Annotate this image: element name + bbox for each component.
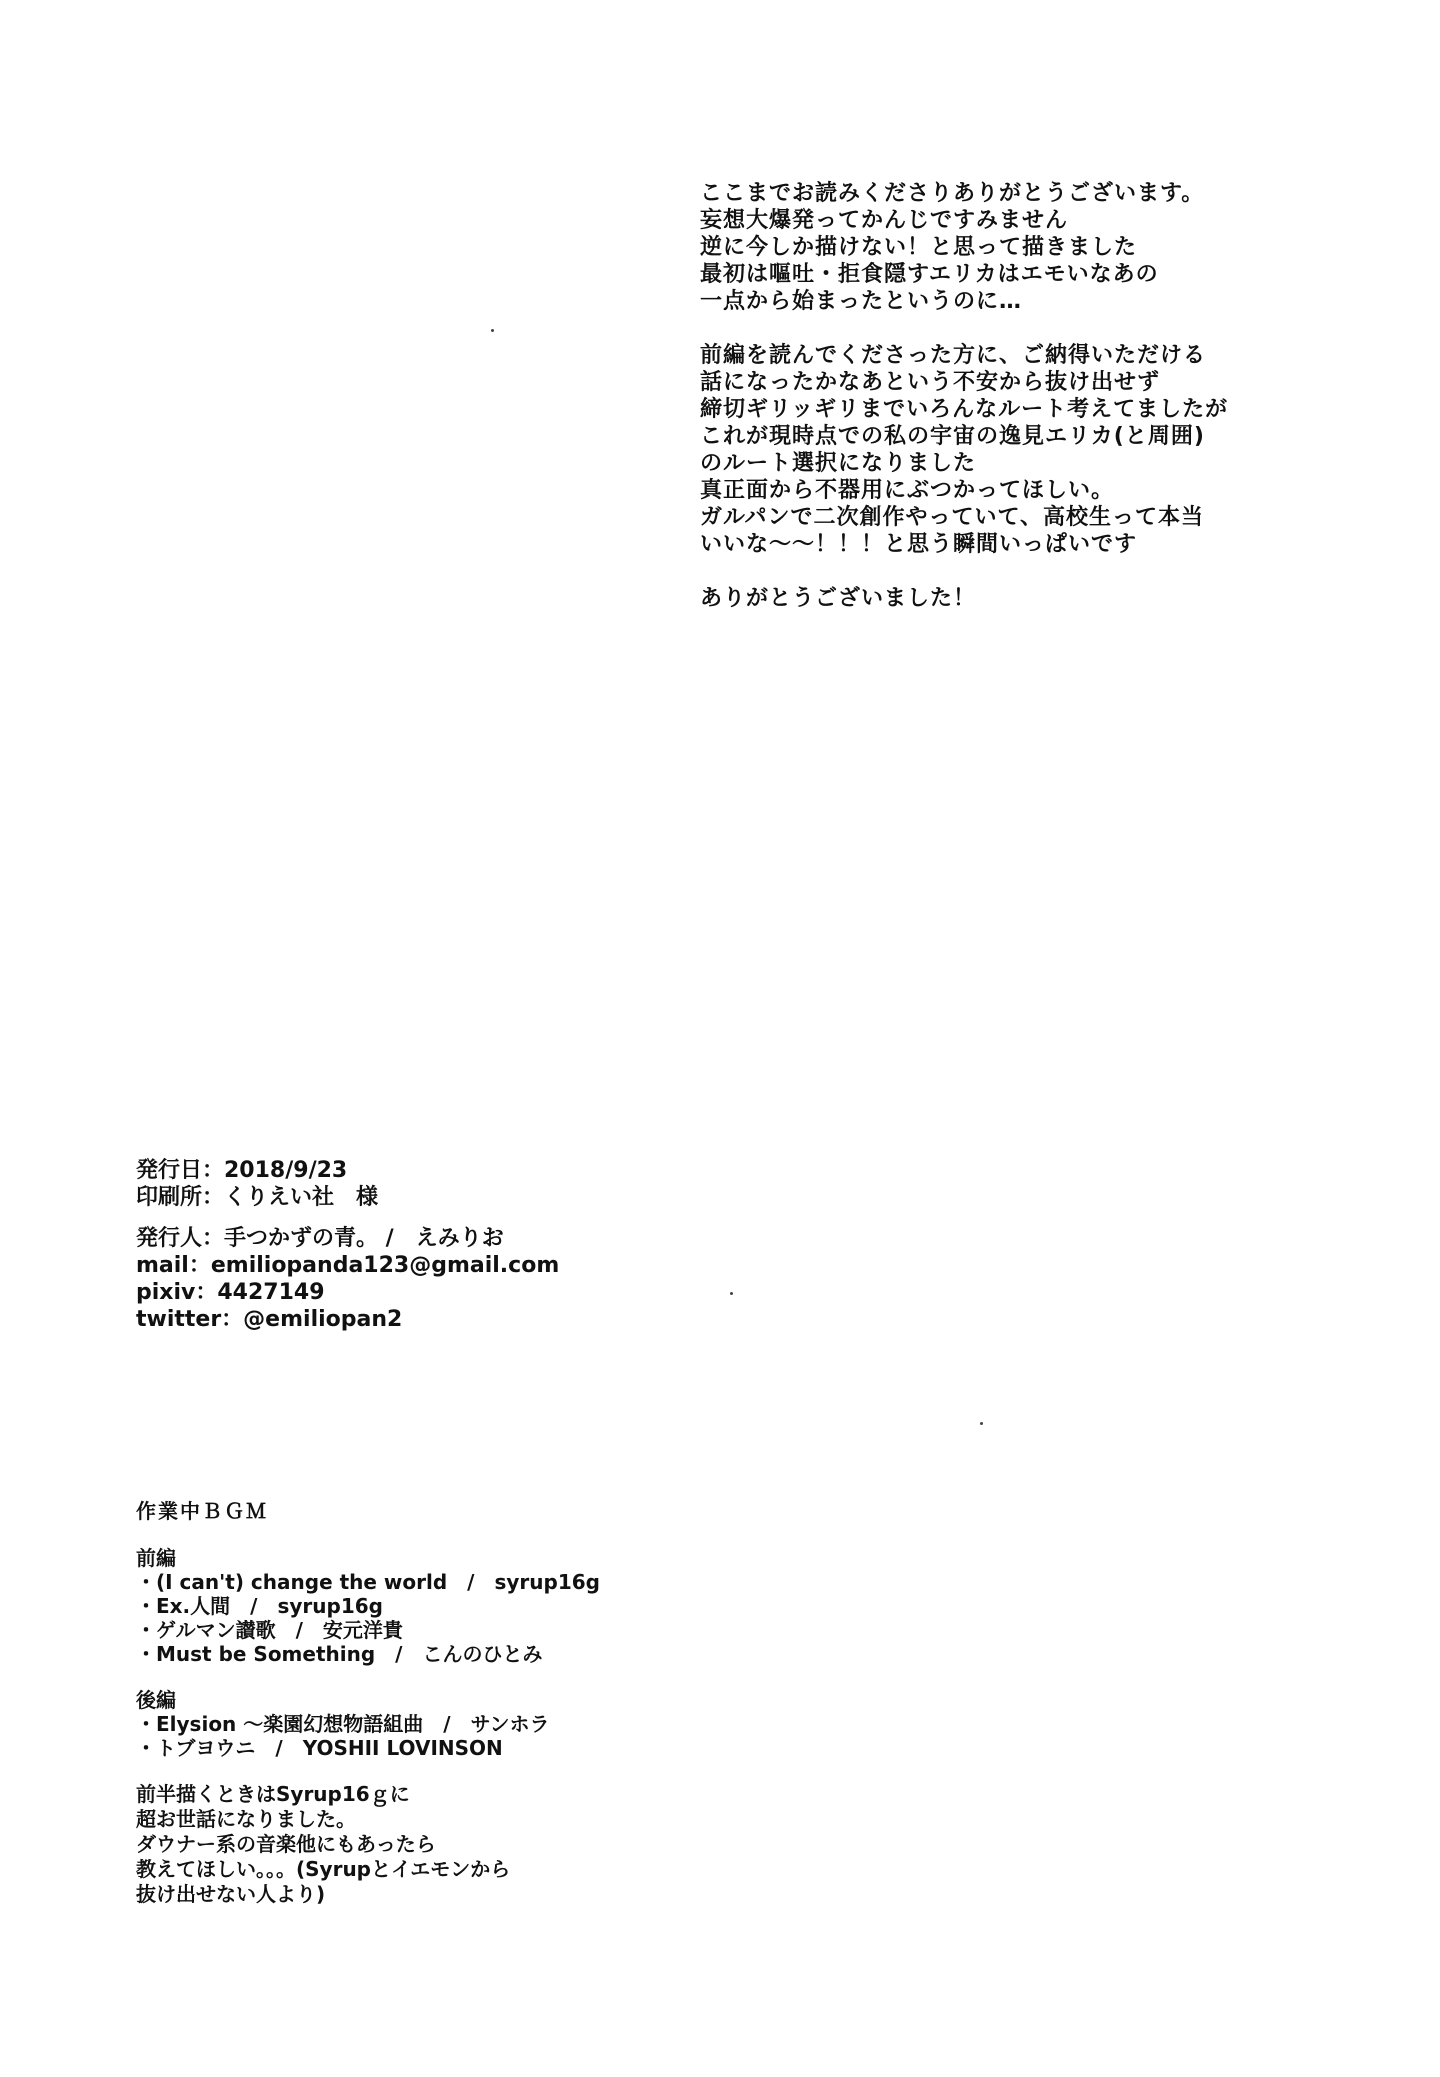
paper-speck	[980, 1422, 983, 1425]
issue-date: 発行日：2018/9/23	[136, 1158, 348, 1183]
bgm-part2-label: 後編	[136, 1688, 176, 1712]
bgm-track: ・トブヨウニ / YOSHII LOVINSON	[136, 1736, 503, 1760]
afterword-closing: ありがとうございました！	[700, 586, 977, 611]
contact-mail: mail：emiliopanda123@gmail.com	[136, 1253, 560, 1278]
contact-twitter: twitter：@emiliopan2	[136, 1307, 403, 1332]
paragraph-spacer	[700, 558, 1320, 585]
afterword-line: 逆に今しか描けない！と思って描きました	[700, 235, 1138, 260]
afterword-line: 話になったかなあという不安から抜け出せず	[700, 370, 1161, 395]
bgm-note-line: 抜け出せない人より)	[136, 1882, 326, 1906]
bgm-list	[136, 1498, 776, 1907]
printer: 印刷所：くりえい社 様	[136, 1185, 379, 1210]
afterword-line: いいな〜〜！！！と思う瞬間いっぱいです	[700, 532, 1138, 557]
section-spacer	[136, 1666, 776, 1688]
bgm-track: ・Elysion 〜楽園幻想物語組曲 / サンホラ	[136, 1712, 550, 1736]
section-spacer	[136, 1760, 776, 1782]
afterword-line: のルート選択になりました	[700, 451, 977, 476]
afterword-line: 締切ギリッギリまでいろんなルート考えてましたが	[700, 397, 1229, 422]
section-spacer	[136, 1524, 776, 1546]
section-spacer	[136, 1211, 736, 1225]
bgm-track: ・Must be Something / こんのひとみ	[136, 1642, 543, 1666]
afterword	[700, 180, 1320, 612]
afterword-line: これが現時点での私の宇宙の逸見エリカ(と周囲)	[700, 424, 1205, 449]
paragraph-spacer	[700, 315, 1320, 342]
bgm-note-line: 超お世話になりました。	[136, 1807, 356, 1831]
bgm-note-line: 教えてほしい。。。(Syrupとイエモンから	[136, 1857, 511, 1881]
afterword-line: 真正面から不器用にぶつかってほしい。	[700, 478, 1115, 503]
bgm-track: ・Ex.人間 / syrup16g	[136, 1594, 383, 1618]
contact-pixiv: pixiv：4427149	[136, 1280, 325, 1305]
afterword-line: 最初は嘔吐・拒食隠すエリカはエモいなあの	[700, 262, 1159, 287]
bgm-note-line: 前半描くときはSyrup16ｇに	[136, 1782, 410, 1806]
bgm-track: ・ゲルマン讃歌 / 安元洋貴	[136, 1618, 403, 1642]
afterword-line: ガルパンで二次創作やっていて、高校生って本当	[700, 505, 1205, 530]
paper-speck	[491, 329, 494, 332]
bgm-part1-label: 前編	[136, 1546, 176, 1570]
bgm-track: ・(I can't) change the world / syrup16g	[136, 1570, 600, 1594]
bgm-note-line: ダウナー系の音楽他にもあったら	[136, 1832, 436, 1856]
afterword-line: 前編を読んでくださった方に、ご納得いただける	[700, 343, 1207, 368]
publisher: 発行人：手つかずの青。 / えみりお	[136, 1226, 504, 1251]
bgm-heading: 作業中ＢＧＭ	[136, 1499, 268, 1523]
afterword-line: ここまでお読みくださりありがとうございます。	[700, 181, 1205, 206]
afterword-line: 一点から始まったというのに…	[700, 289, 1023, 314]
colophon	[136, 1157, 736, 1333]
afterword-line: 妄想大爆発ってかんじですみません	[700, 208, 1069, 233]
